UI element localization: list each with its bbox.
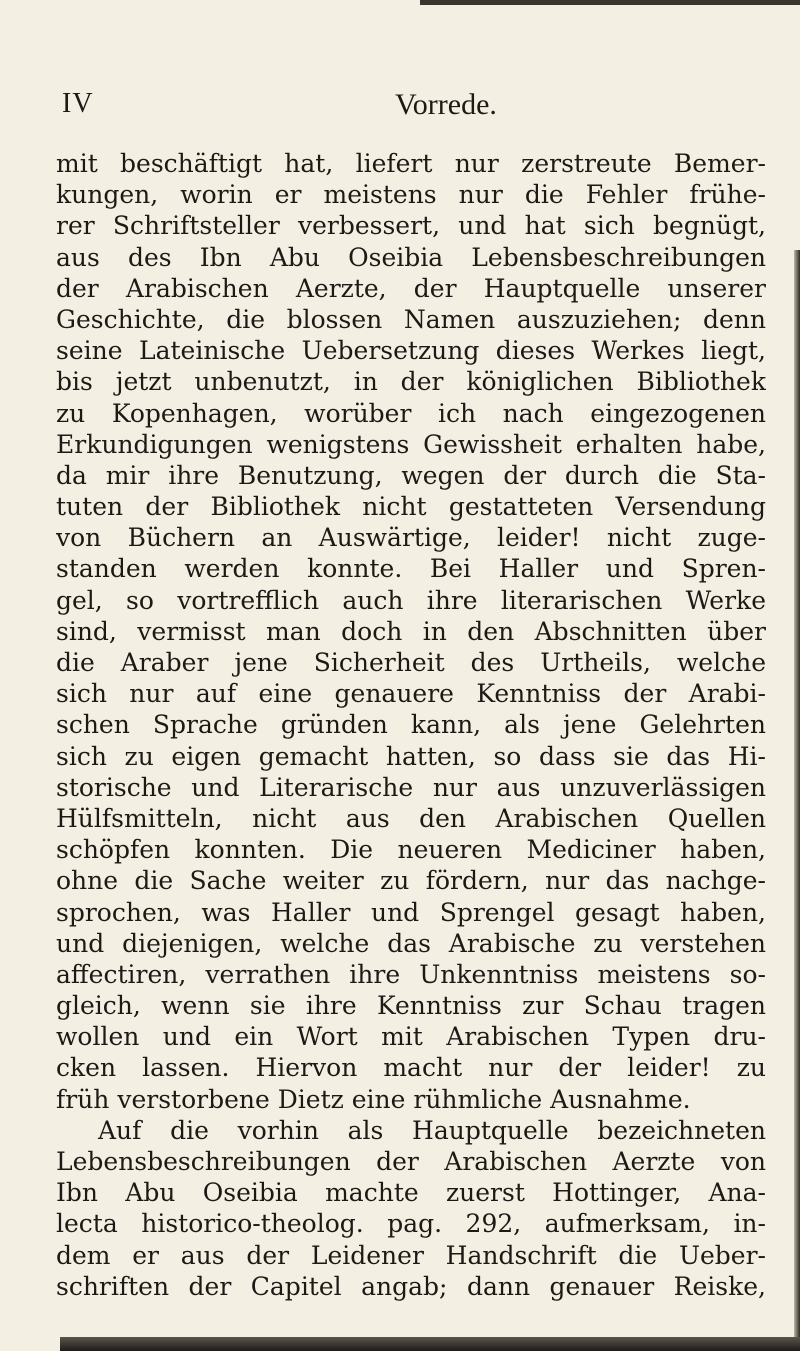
- text-line: dem er aus der Leidener Handschrift die Ueber-: [56, 1240, 766, 1270]
- text-line: gleich, wenn sie ihre Kenntniss zur Schau tragen: [56, 991, 766, 1021]
- text-line: wollen und ein Wort mit Arabischen Typen dru-: [56, 1022, 766, 1052]
- running-title: Vorrede.: [395, 88, 497, 121]
- text-line: von Büchern an Auswärtige, leider! nicht zuge-: [56, 523, 766, 553]
- text-line: gel, so vortrefflich auch ihre literarischen Werke: [56, 585, 766, 615]
- text-line: sich nur auf eine genauere Kenntniss der Arabi-: [56, 679, 766, 709]
- text-line: mit beschäftigt hat, liefert nur zerstreute Bemer-: [56, 149, 766, 178]
- text-line: standen werden konnte. Bei Haller und Spren-: [56, 554, 766, 584]
- text-line: Lebensbeschreibungen der Arabischen Aerzte von: [56, 1147, 766, 1176]
- bottom-edge-rule: [60, 1337, 800, 1351]
- text-line: Auf die vorhin als Hauptquelle bezeichneten: [98, 1115, 766, 1145]
- page-edge-shadow: [794, 250, 800, 1350]
- text-line: schöpfen konnten. Die neueren Mediciner haben,: [56, 835, 766, 865]
- text-line: schen Sprache gründen kann, als jene Gelehrten: [56, 710, 766, 740]
- body-text: [56, 148, 766, 1302]
- text-line: bis jetzt unbenutzt, in der königlichen Bibliothek: [56, 367, 766, 397]
- text-line: seine Lateinische Uebersetzung dieses Werkes liegt,: [56, 336, 766, 366]
- text-line: die Araber jene Sicherheit des Urtheils, welche: [56, 648, 766, 677]
- text-line: Erkundigungen wenigstens Gewissheit erhalten habe,: [56, 429, 766, 459]
- text-line: der Arabischen Aerzte, der Hauptquelle unserer: [56, 273, 766, 303]
- text-line: früh verstorbene Dietz eine rühmliche Ausnahme.: [56, 1084, 691, 1114]
- page-header: [0, 88, 800, 128]
- text-line: sich zu eigen gemacht hatten, so dass sie das Hi-: [56, 741, 766, 771]
- text-line: zu Kopenhagen, worüber ich nach eingezogenen: [56, 398, 766, 428]
- text-line: schriften der Capitel angab; dann genauer Reiske,: [56, 1271, 766, 1301]
- text-line: Ibn Abu Oseibia machte zuerst Hottinger, Ana-: [56, 1178, 766, 1208]
- text-line: lecta historico-theolog. pag. 292, aufmerksam, in-: [56, 1209, 766, 1239]
- text-line: Hülfsmitteln, nicht aus den Arabischen Quellen: [56, 803, 766, 833]
- text-line: aus des Ibn Abu Oseibia Lebensbeschreibungen: [56, 242, 766, 272]
- text-line: Geschichte, die blossen Namen auszuziehen; denn: [56, 304, 766, 334]
- text-line: kungen, worin er meistens nur die Fehler frühe-: [56, 180, 766, 210]
- text-line: da mir ihre Benutzung, wegen der durch die Sta-: [56, 460, 766, 490]
- text-line: sprochen, was Haller und Sprengel gesagt haben,: [56, 897, 766, 927]
- text-line: cken lassen. Hiervon macht nur der leider! zu: [56, 1053, 766, 1083]
- text-line: ohne die Sache weiter zu fördern, nur das nachge-: [56, 866, 766, 896]
- text-line: tuten der Bibliothek nicht gestatteten Versendung: [56, 492, 766, 522]
- top-edge-rule: [420, 0, 800, 5]
- text-line: storische und Literarische nur aus unzuverlässigen: [56, 772, 766, 802]
- text-line: sind, vermisst man doch in den Abschnitten über: [56, 616, 766, 646]
- text-line: affectiren, verrathen ihre Unkenntniss meistens so-: [56, 959, 766, 989]
- page-number: IV: [62, 88, 94, 119]
- text-line: und diejenigen, welche das Arabische zu verstehen: [56, 928, 766, 958]
- text-line: rer Schriftsteller verbessert, und hat sich begnügt,: [56, 211, 766, 241]
